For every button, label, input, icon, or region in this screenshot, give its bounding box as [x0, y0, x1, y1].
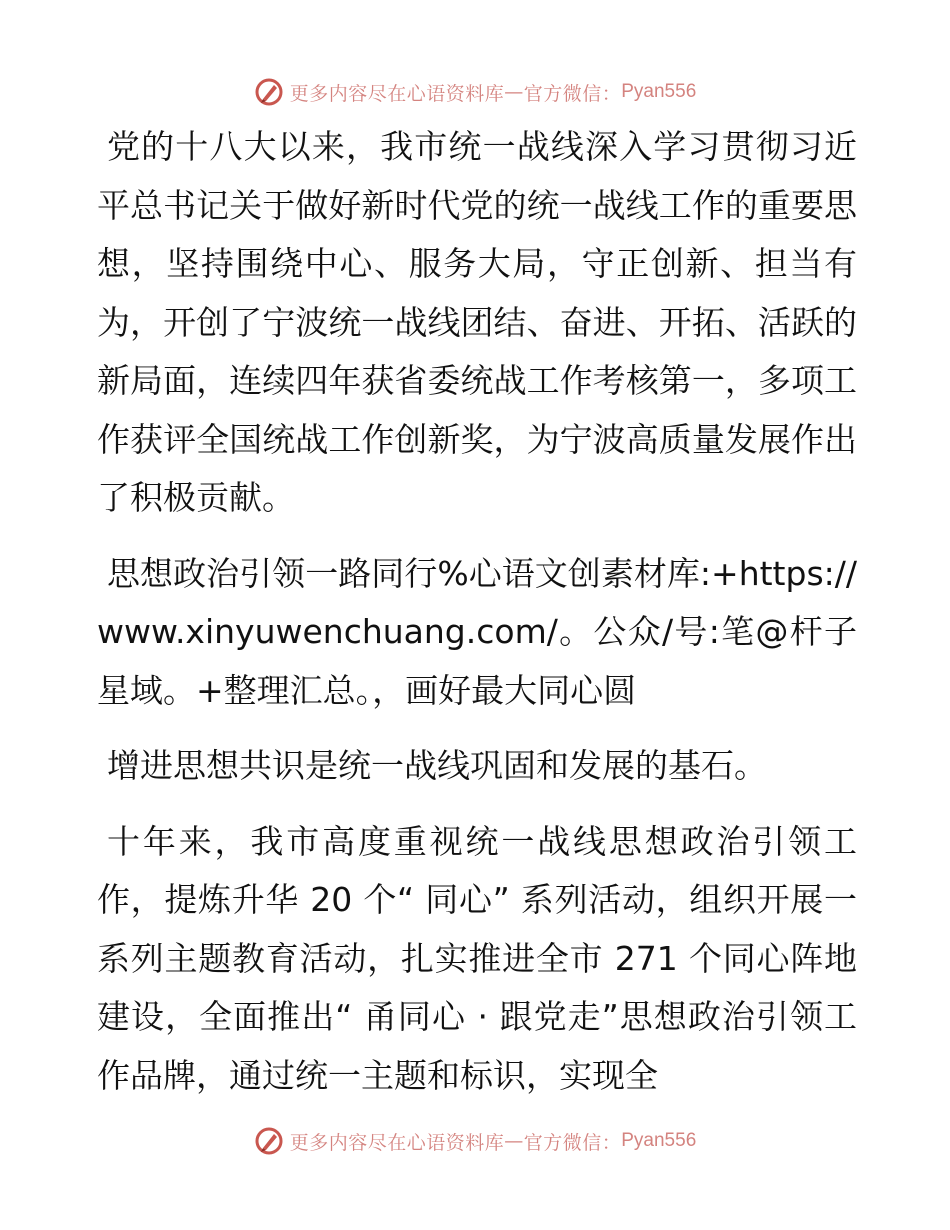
paragraph-heading: 思想政治引领一路同行%心语文创素材库:+https://www.xinyuwenchuang.com/。公众/号:笔@杆子星域。+整理汇总。，画好最大同心圆	[97, 553, 857, 710]
paragraph-intro: 党的十八大以来，我市统一战线深入学习贯彻习近平总书记关于做好新时代党的统一战线工作的重要思想，坚持围绕中心、服务大局，守正创新、担当有为，开创了宁波统一战线团结、奋进、开拓、活跃的新局面，连续四年获省委统战工作考核第一，多项工作获评全国统战工作创新奖，为宁波高质量发展作出了积极贡献。	[97, 127, 857, 517]
watermark-text: 更多内容尽在心语资料库	[289, 82, 505, 105]
footer-watermark	[0, 1121, 950, 1161]
watermark-wechat-label: 官方微信：	[523, 1131, 622, 1154]
document-body	[97, 118, 857, 1122]
watermark-separator: —	[504, 1130, 524, 1152]
header-watermark	[0, 72, 950, 112]
paragraph-detail: 十年来，我市高度重视统一战线思想政治引领工作，提炼升华 20 个“ 同心” 系列活动，组织开展一系列主题教育活动，扎实推进全市 271 个同心阵地建设，全面推出“ 甬同心 · 跟党走”思想政治引领工作品牌，通过统一主题和标识，实现全	[97, 821, 857, 1095]
watermark-separator: —	[504, 81, 524, 103]
watermark-wechat-id: Pyan556	[621, 1130, 697, 1151]
watermark-text: 更多内容尽在心语资料库	[289, 1131, 505, 1154]
watermark-wechat-id: Pyan556	[621, 81, 697, 102]
watermark-wechat-label: 官方微信：	[523, 82, 622, 105]
pen-logo-icon	[254, 1126, 284, 1156]
pen-logo-icon	[254, 77, 284, 107]
paragraph-thesis: 增进思想共识是统一战线巩固和发展的基石。	[107, 746, 767, 785]
